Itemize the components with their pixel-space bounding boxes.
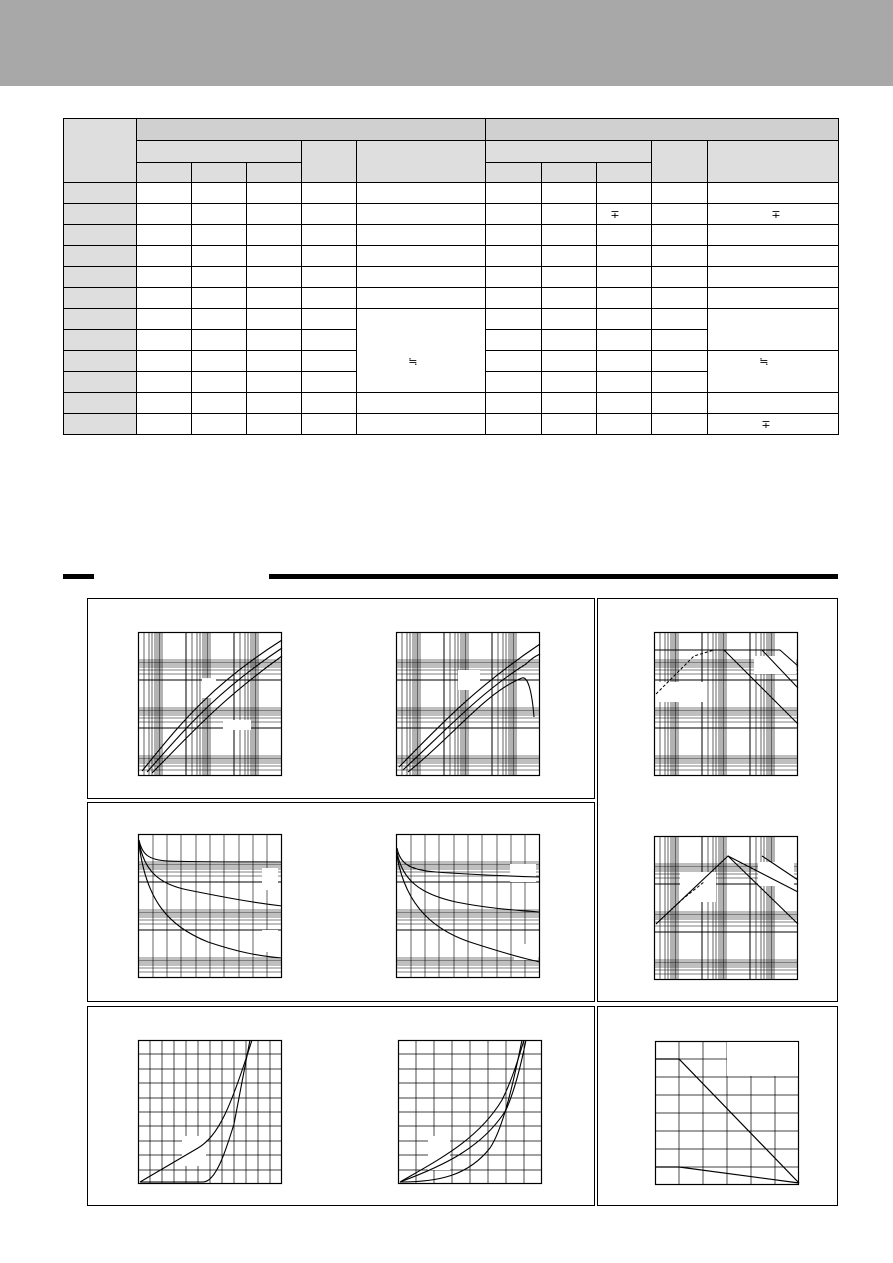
row-11-col-11-symbol: ∓ xyxy=(761,418,771,431)
graph-log-2 xyxy=(396,632,540,777)
table-header-band xyxy=(136,118,838,140)
section-rule-right xyxy=(269,574,838,579)
row-1-col-8-symbol: ∓ xyxy=(610,208,620,221)
table-subheader-band xyxy=(136,140,838,183)
spec-table xyxy=(63,118,839,436)
merged-a-col-11-symbol: ≒ xyxy=(759,355,769,368)
graph-log-3 xyxy=(654,632,798,777)
graph-log-5 xyxy=(396,834,540,979)
graph-log-4 xyxy=(138,834,282,979)
header-band xyxy=(0,0,893,86)
graph-linear-2 xyxy=(398,1040,542,1185)
graph-log-6 xyxy=(654,836,798,981)
row-header-column xyxy=(63,118,136,435)
graph-log-1 xyxy=(138,632,282,777)
merged-a-col-5-symbol: ≒ xyxy=(408,355,418,368)
graph-linear-1 xyxy=(138,1040,282,1185)
row-1-col-11-symbol: ∓ xyxy=(771,208,781,221)
section-rule-left xyxy=(63,574,94,579)
graph-derating xyxy=(655,1041,799,1186)
